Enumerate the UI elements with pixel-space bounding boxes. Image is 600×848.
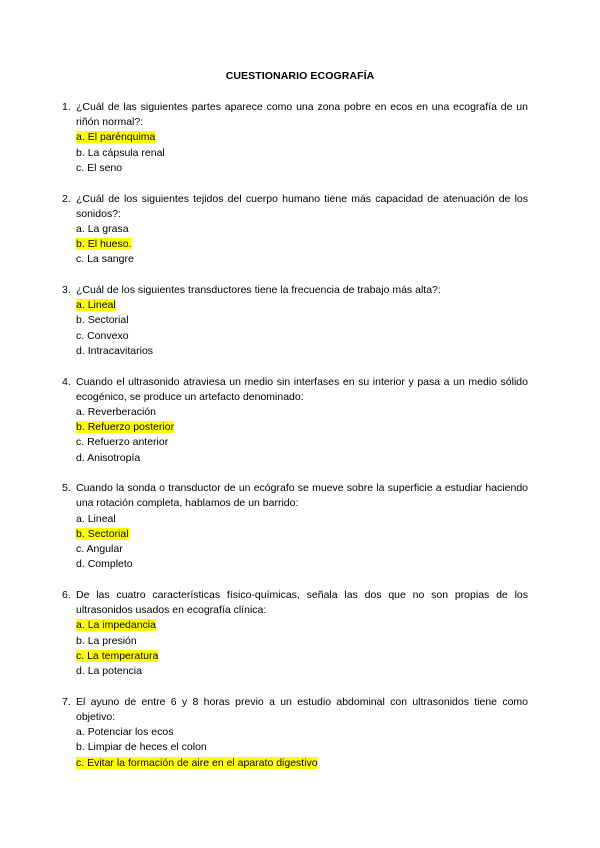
answer-option xyxy=(76,664,528,679)
answer-option-text: Sectorial xyxy=(87,314,129,327)
question-number: 7. xyxy=(62,695,71,708)
question-text: El ayuno de entre 6 y 8 horas previo a un estudio abdominal con ultrasonidos tiene como objetivo: xyxy=(76,695,528,723)
answer-option-text: El hueso. xyxy=(87,238,132,251)
question-item xyxy=(62,695,528,771)
answer-options xyxy=(62,130,528,176)
answer-option-highlighted xyxy=(76,237,528,252)
question-number: 2. xyxy=(62,192,71,205)
answer-option-text: Refuerzo posterior xyxy=(87,421,175,434)
answer-option-letter: c. xyxy=(76,329,85,342)
answer-option xyxy=(76,161,528,176)
question-item xyxy=(62,375,528,466)
question-list xyxy=(62,100,528,786)
answer-option xyxy=(76,146,528,161)
answer-option-letter: b. xyxy=(76,421,85,434)
answer-option-letter: d. xyxy=(76,665,85,677)
answer-option-highlighted xyxy=(76,130,528,145)
answer-option-text: Angular xyxy=(86,543,123,556)
answer-option-highlighted xyxy=(76,649,528,664)
question-item xyxy=(62,588,528,679)
answer-option-letter: a. xyxy=(76,131,85,144)
answer-option-content xyxy=(76,452,140,464)
answer-option-letter: b. xyxy=(76,314,85,327)
answer-option-text: El parénquima xyxy=(87,131,156,144)
answer-option-text: Lineal xyxy=(87,512,116,525)
question-item xyxy=(62,100,528,176)
question-number: 5. xyxy=(62,482,71,495)
answer-option-text: Potenciar los ecos xyxy=(87,726,174,739)
answer-option-content xyxy=(76,726,173,738)
answer-option-content xyxy=(76,619,156,631)
answer-option-content xyxy=(76,436,168,448)
answer-option xyxy=(76,542,528,557)
answer-option-content xyxy=(76,238,131,250)
answer-option-text: La temperatura xyxy=(87,649,159,662)
answer-option xyxy=(76,405,528,420)
answer-option-text: Convexo xyxy=(87,329,129,342)
answer-option-text: Limpiar de heces el colon xyxy=(87,741,207,754)
answer-option-text: Lineal xyxy=(87,299,116,312)
answer-option-letter: b. xyxy=(76,527,85,540)
answer-option-highlighted xyxy=(76,618,528,633)
answer-option xyxy=(76,435,528,450)
answer-option-letter: b. xyxy=(76,146,85,159)
answer-option-content xyxy=(76,650,158,662)
answer-option-content xyxy=(76,513,116,525)
question-item xyxy=(62,481,528,572)
answer-option-letter: c. xyxy=(76,161,85,174)
answer-option-highlighted xyxy=(76,420,528,435)
question-stem xyxy=(62,588,528,618)
answer-option xyxy=(76,740,528,755)
answer-option-text: La grasa xyxy=(87,222,129,235)
answer-option-content xyxy=(76,406,156,418)
answer-option-content xyxy=(76,314,129,326)
answer-option-content xyxy=(76,543,123,555)
answer-option-letter: b. xyxy=(76,741,85,754)
answer-option-letter: b. xyxy=(76,238,85,251)
answer-option-content xyxy=(76,162,122,174)
answer-option-text: La cápsula renal xyxy=(87,146,165,159)
answer-option xyxy=(76,252,528,267)
answer-option-text: Anisotropía xyxy=(87,451,141,464)
answer-option-letter: c. xyxy=(76,436,85,449)
answer-option-content xyxy=(76,528,129,540)
answer-option-text: Evitar la formación de aire en el aparato digestivo xyxy=(87,756,318,769)
answer-option-text: El seno xyxy=(87,161,123,174)
answer-option-content xyxy=(76,299,116,311)
answer-option-text: Intracavitarios xyxy=(87,344,154,357)
answer-option xyxy=(76,725,528,740)
answer-option-content xyxy=(76,665,142,677)
answer-option-letter: a. xyxy=(76,726,85,739)
answer-option-letter: c. xyxy=(76,253,85,266)
answer-option-content xyxy=(76,330,129,342)
answer-option-letter: d. xyxy=(76,451,85,464)
answer-option-letter: b. xyxy=(76,634,85,647)
answer-option xyxy=(76,329,528,344)
answer-option xyxy=(76,222,528,237)
question-stem xyxy=(62,481,528,511)
question-stem xyxy=(62,100,528,130)
question-stem xyxy=(62,695,528,725)
answer-option-letter: a. xyxy=(76,222,85,235)
answer-option-highlighted xyxy=(76,298,528,313)
answer-option-content xyxy=(76,757,318,769)
answer-options xyxy=(62,618,528,679)
answer-options xyxy=(62,405,528,466)
answer-option-letter: a. xyxy=(76,405,85,418)
question-number: 1. xyxy=(62,101,71,113)
question-text: ¿Cuál de los siguientes tejidos del cuerpo humano tiene más capacidad de atenuación de los sonidos?: xyxy=(76,192,528,220)
question-text: ¿Cuál de los siguientes transductores tiene la frecuencia de trabajo más alta?: xyxy=(76,284,441,297)
answer-option xyxy=(76,557,528,572)
question-text: Cuando el ultrasonido atraviesa un medio sin interfases en su interior y pasa a un medio sólido ecogénico, se produce un artefacto denominado: xyxy=(76,375,528,403)
question-text: ¿Cuál de las siguientes partes aparece como una zona pobre en ecos en una ecografía de un riñón normal?: xyxy=(76,101,528,129)
answer-options xyxy=(62,298,528,359)
answer-option-content xyxy=(76,131,155,143)
answer-option xyxy=(76,634,528,649)
answer-options xyxy=(62,222,528,268)
answer-option-content xyxy=(76,147,165,159)
answer-option-text: Sectorial xyxy=(87,527,129,540)
answer-option-letter: a. xyxy=(76,299,85,312)
answer-option-text: La sangre xyxy=(87,253,134,266)
answer-option xyxy=(76,512,528,527)
question-stem xyxy=(62,283,528,298)
answer-option-highlighted xyxy=(76,756,528,771)
answer-option-content xyxy=(76,345,153,357)
answer-option-content xyxy=(76,558,133,570)
answer-options xyxy=(62,725,528,771)
answer-options xyxy=(62,512,528,573)
answer-option-content xyxy=(76,223,129,235)
answer-option-content xyxy=(76,741,207,753)
answer-option-letter: d. xyxy=(76,344,85,357)
answer-option xyxy=(76,451,528,466)
question-stem xyxy=(62,375,528,405)
answer-option-text: La impedancia xyxy=(87,619,156,632)
answer-option-letter: c. xyxy=(76,543,85,556)
answer-option xyxy=(76,344,528,359)
document-title: CUESTIONARIO ECOGRAFÍA xyxy=(225,70,375,82)
answer-option-letter: a. xyxy=(76,619,85,632)
answer-option-content xyxy=(76,421,174,433)
question-text: De las cuatro características físico-químicas, señala las dos que no son propias de los ultrasonidos usados en ecografía clínica: xyxy=(76,588,528,617)
answer-option-letter: a. xyxy=(76,512,85,525)
answer-option-letter: d. xyxy=(76,558,85,571)
answer-option-text: La presión xyxy=(87,634,137,647)
question-text: Cuando la sonda o transductor de un ecógrafo se mueve sobre la superficie a estudiar haciendo una rotación completa, hablamos de un barrido: xyxy=(76,482,528,510)
answer-option-text: Reverberación xyxy=(87,405,156,418)
answer-option-text: Completo xyxy=(87,558,133,571)
question-number: 4. xyxy=(62,375,71,388)
answer-option-highlighted xyxy=(76,527,528,542)
answer-option-letter: c. xyxy=(76,756,85,769)
question-item xyxy=(62,192,528,268)
question-item xyxy=(62,283,528,359)
answer-option xyxy=(76,313,528,328)
question-number: 3. xyxy=(62,284,71,297)
answer-option-text: La potencia xyxy=(87,665,142,677)
question-number: 6. xyxy=(62,588,71,601)
question-stem xyxy=(62,192,528,222)
answer-option-content xyxy=(76,635,137,647)
answer-option-letter: c. xyxy=(76,649,85,662)
answer-option-text: Refuerzo anterior xyxy=(87,436,169,449)
answer-option-content xyxy=(76,253,134,265)
